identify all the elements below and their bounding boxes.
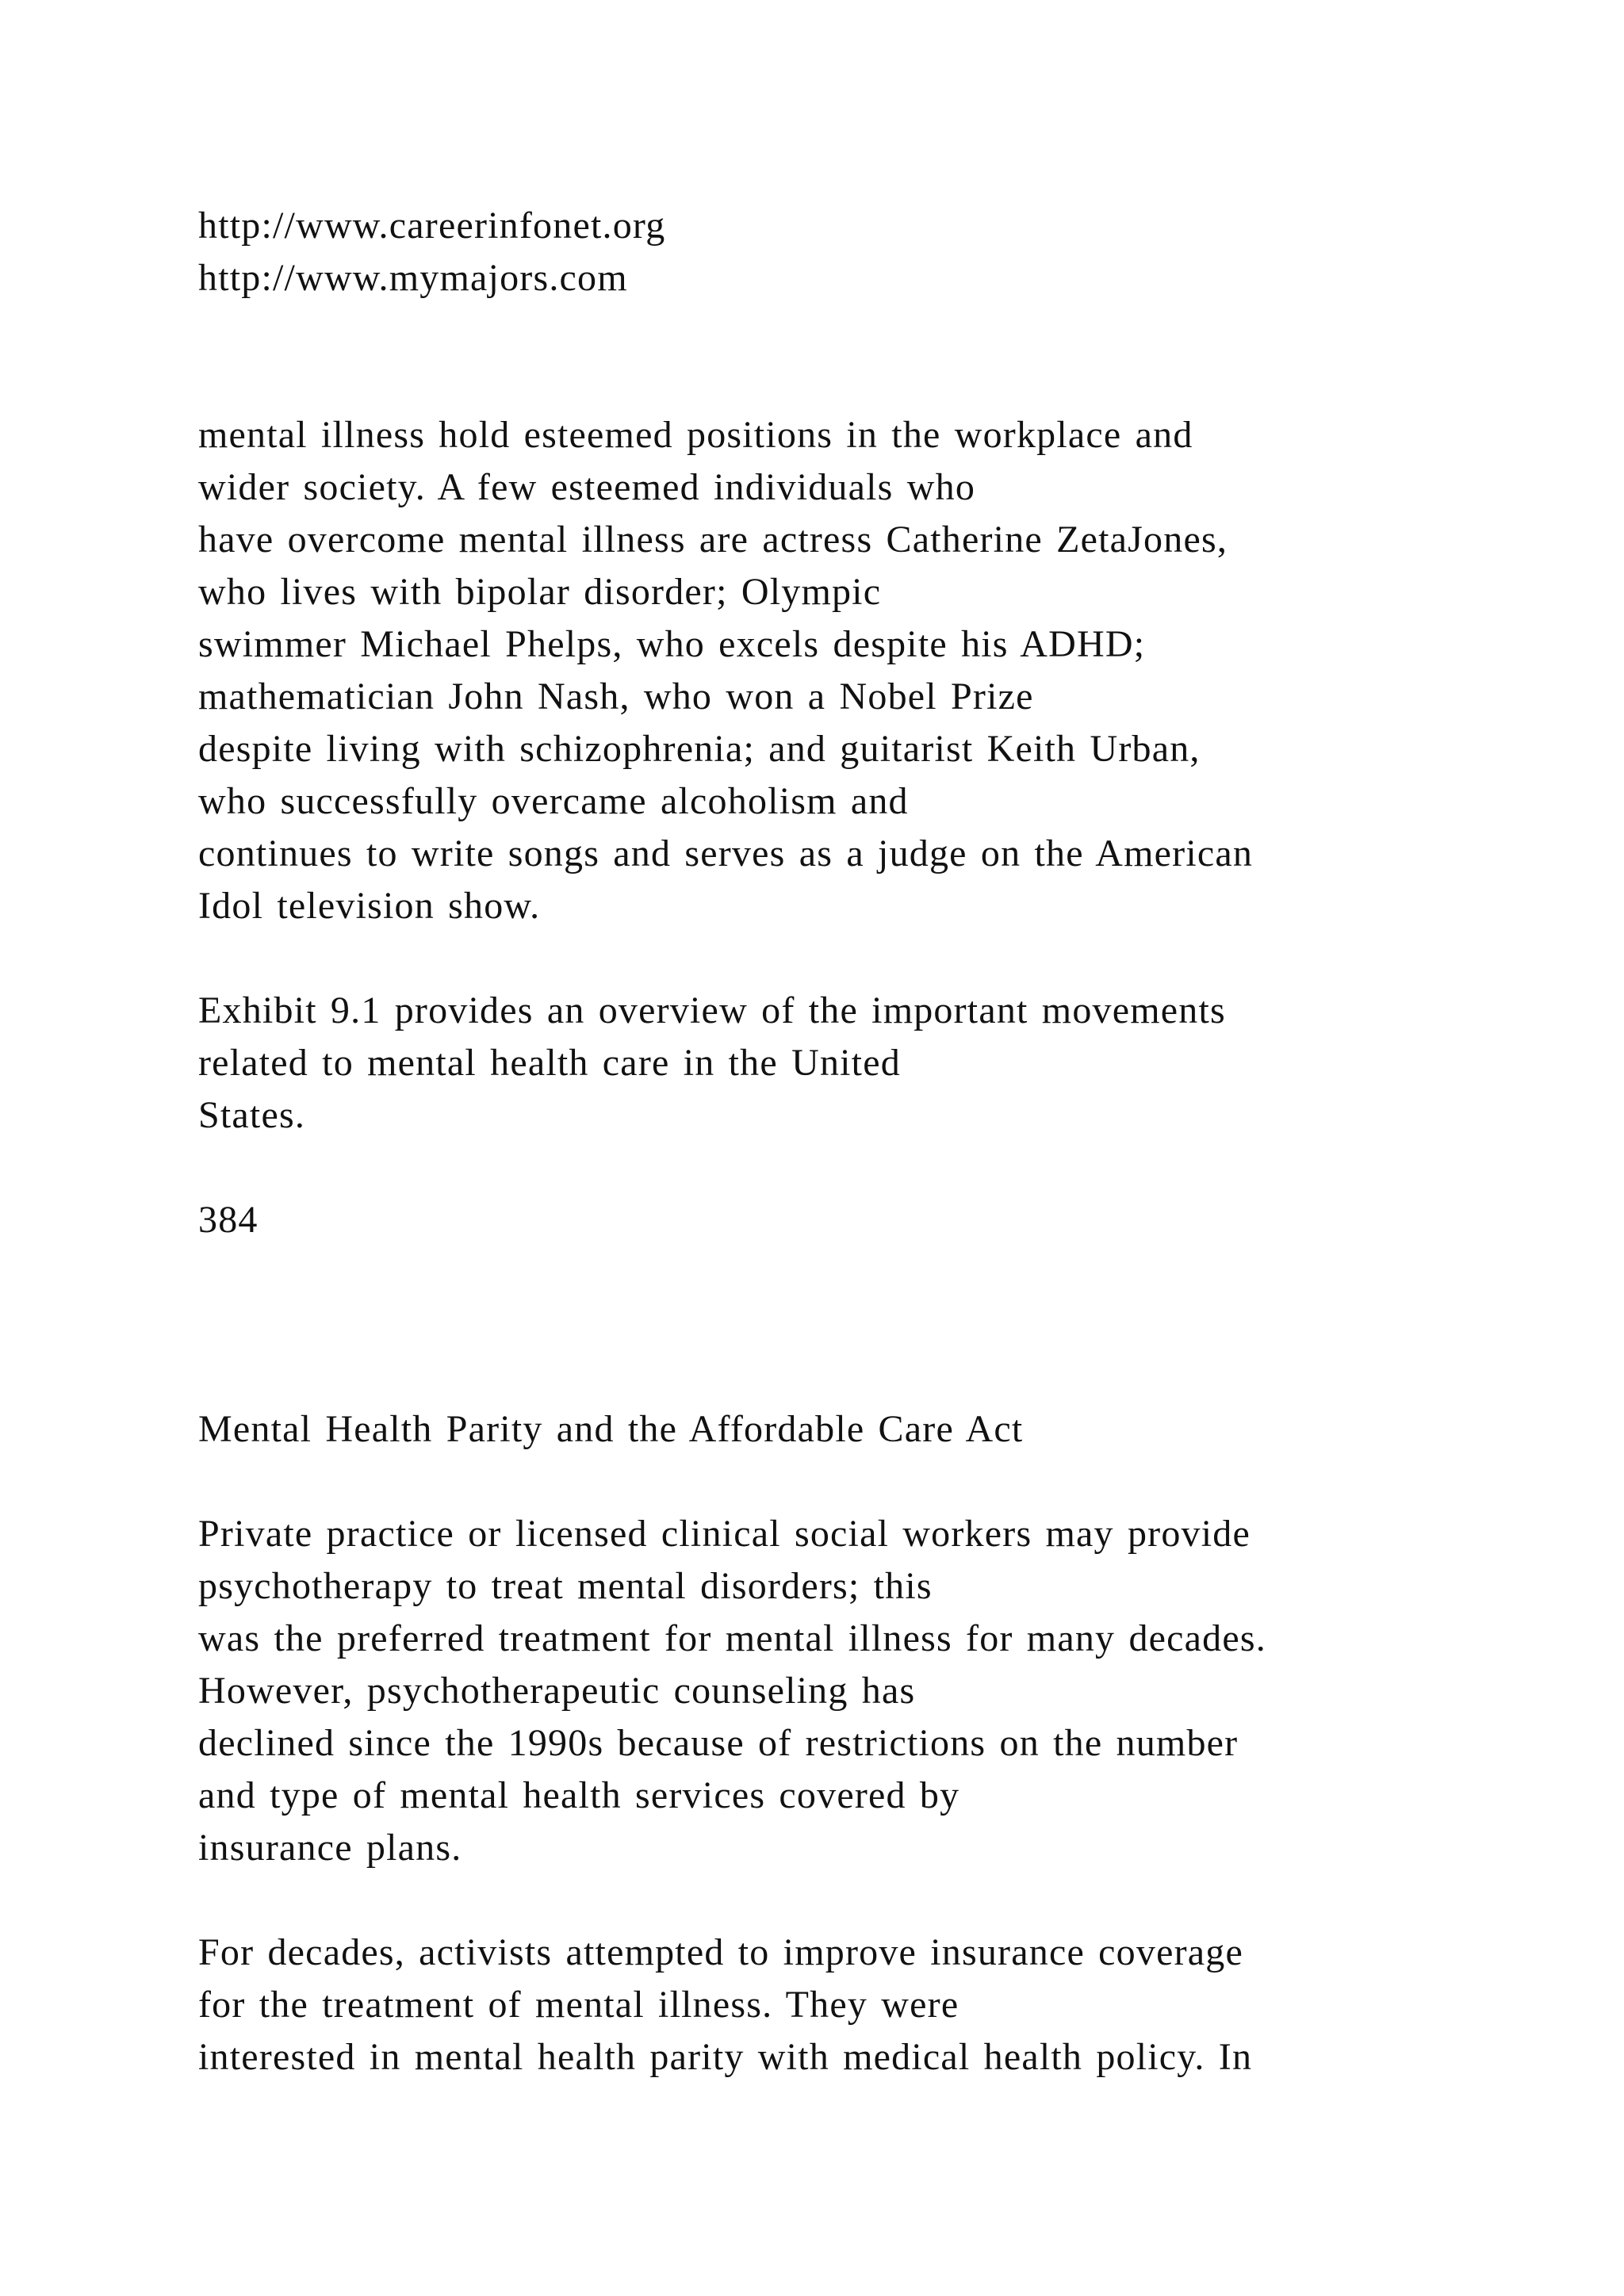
text-line: Exhibit 9.1 provides an overview of the important movements [198, 989, 1226, 1031]
url-mymajors[interactable]: http://www.mymajors.com [198, 257, 628, 299]
paragraph-exhibit [198, 985, 1546, 1142]
section-heading: Mental Health Parity and the Affordable Care Act [198, 1408, 1024, 1450]
text-line: wider society. A few esteemed individuals who [198, 466, 976, 508]
text-line: psychotherapy to treat mental disorders; this [198, 1565, 933, 1607]
text-line: who successfully overcame alcoholism and [198, 780, 909, 822]
text-line: For decades, activists attempted to improve insurance coverage [198, 1931, 1243, 1973]
links-block [198, 200, 1546, 304]
text-line: declined since the 1990s because of restrictions on the number [198, 1722, 1239, 1764]
text-line: who lives with bipolar disorder; Olympic [198, 571, 882, 613]
text-line: mental illness hold esteemed positions in the workplace and [198, 414, 1193, 456]
document-page [198, 200, 1546, 2084]
text-line: Idol television show. [198, 885, 541, 927]
text-line: insurance plans. [198, 1827, 462, 1869]
text-line: and type of mental health services covered by [198, 1774, 960, 1816]
text-line: States. [198, 1094, 306, 1136]
spacer [198, 1874, 1546, 1927]
paragraph-psychotherapy [198, 1508, 1546, 1874]
text-line: swimmer Michael Phelps, who excels despite his ADHD; [198, 623, 1146, 665]
text-line: despite living with schizophrenia; and guitarist Keith Urban, [198, 728, 1201, 770]
url-careerinfonet[interactable]: http://www.careerinfonet.org [198, 205, 666, 247]
spacer [198, 1246, 1546, 1403]
text-line: was the preferred treatment for mental illness for many decades. [198, 1617, 1266, 1659]
spacer [198, 932, 1546, 985]
text-line: Private practice or licensed clinical social workers may provide [198, 1513, 1251, 1555]
text-line: interested in mental health parity with medical health policy. In [198, 2036, 1253, 2078]
text-line: related to mental health care in the United [198, 1042, 901, 1084]
text-line: continues to write songs and serves as a judge on the American [198, 832, 1254, 874]
spacer [198, 304, 1546, 409]
text-line: have overcome mental illness are actress Catherine ZetaJones, [198, 519, 1228, 561]
spacer [198, 1142, 1546, 1194]
page-number: 384 [198, 1199, 259, 1241]
text-line: for the treatment of mental illness. They were [198, 1984, 959, 2026]
spacer [198, 1456, 1546, 1508]
paragraph-celebrities [198, 409, 1546, 932]
text-line: However, psychotherapeutic counseling has [198, 1670, 916, 1712]
text-line: mathematician John Nash, who won a Nobel Prize [198, 675, 1034, 718]
paragraph-activists [198, 1927, 1546, 2084]
